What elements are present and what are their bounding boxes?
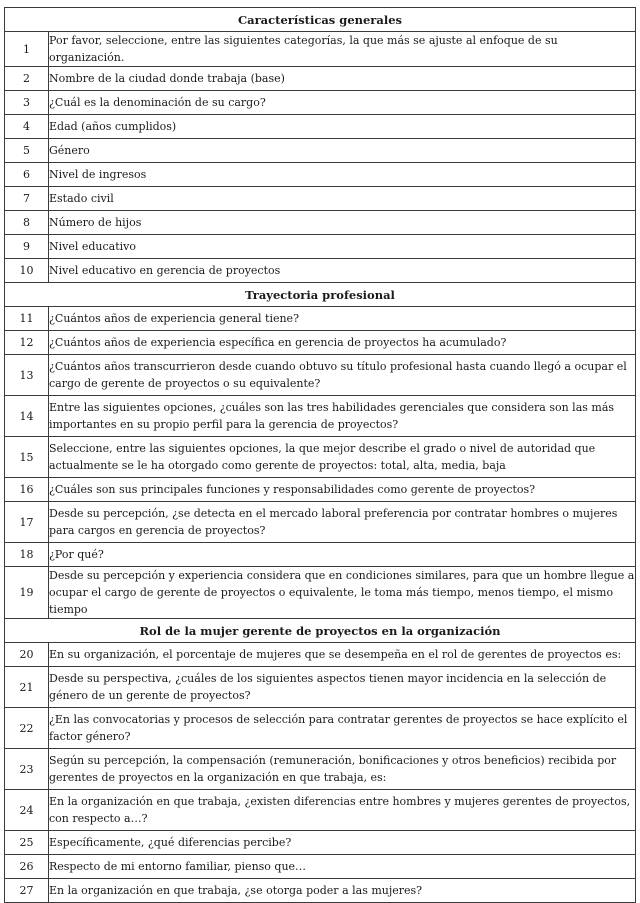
question-text: ¿Cuántos años transcurrieron desde cuando obtuvo su título profesional hasta cuando llegó a ocupar el cargo de gerente de proyectos o su equivalente? [49,355,636,396]
table-row [5,643,636,667]
question-text: Género [49,139,636,163]
question-number: 20 [5,643,49,667]
table-row [5,211,636,235]
question-text: ¿Cuál es la denominación de su cargo? [49,91,636,115]
question-number: 3 [5,91,49,115]
question-text: Desde su percepción y experiencia considera que en condiciones similares, para que un hombre llegue a ocupar el cargo de gerente de proyectos o equivalente, le toma más tiempo, menos tiempo, el mismo tiempo [49,567,636,619]
table-row [5,567,636,619]
question-number: 1 [5,32,49,67]
table-row [5,831,636,855]
question-text: ¿Cuántos años de experiencia específica en gerencia de proyectos ha acumulado? [49,331,636,355]
table-row [5,331,636,355]
table-row [5,187,636,211]
question-text: En la organización en que trabaja, ¿existen diferencias entre hombres y mujeres gerentes de proyectos, con respecto a…? [49,790,636,831]
question-number: 9 [5,235,49,259]
question-text: Desde su perspectiva, ¿cuáles de los siguientes aspectos tienen mayor incidencia en la selección de género de un gerente de proyectos? [49,667,636,708]
table-row [5,749,636,790]
table-row [5,91,636,115]
question-text: Nombre de la ciudad donde trabaja (base) [49,67,636,91]
table-row [5,355,636,396]
question-number: 2 [5,67,49,91]
table-row [5,67,636,91]
question-number: 19 [5,567,49,619]
question-number: 12 [5,331,49,355]
question-text: Por favor, seleccione, entre las siguientes categorías, la que más se ajuste al enfoque de su organización. [49,32,636,67]
table-row [5,163,636,187]
question-number: 13 [5,355,49,396]
question-text: Nivel educativo [49,235,636,259]
section-title: Trayectoria profesional [5,283,636,307]
question-text: ¿Por qué? [49,543,636,567]
question-number: 27 [5,879,49,903]
table-row [5,139,636,163]
table-row [5,32,636,67]
question-number: 11 [5,307,49,331]
question-number: 4 [5,115,49,139]
table-row [5,307,636,331]
question-text: Entre las siguientes opciones, ¿cuáles son las tres habilidades gerenciales que considera son las más importantes en su propio perfil para la gerencia de proyectos? [49,396,636,437]
table-row [5,855,636,879]
question-number: 18 [5,543,49,567]
question-number: 17 [5,502,49,543]
question-number: 15 [5,437,49,478]
section-header-row [5,8,636,32]
question-number: 10 [5,259,49,283]
table-row [5,478,636,502]
question-number: 14 [5,396,49,437]
table-row [5,790,636,831]
section-header-row [5,283,636,307]
table-body [5,8,636,903]
question-text: Específicamente, ¿qué diferencias percibe? [49,831,636,855]
table-row [5,259,636,283]
table-row [5,115,636,139]
question-text: Número de hijos [49,211,636,235]
question-number: 26 [5,855,49,879]
table-row [5,437,636,478]
survey-questions-table [4,7,636,903]
table-row [5,708,636,749]
table-row [5,543,636,567]
table-row [5,879,636,903]
question-text: ¿Cuántos años de experiencia general tiene? [49,307,636,331]
question-text: ¿En las convocatorias y procesos de selección para contratar gerentes de proyectos se hace explícito el factor género? [49,708,636,749]
question-text: Nivel educativo en gerencia de proyectos [49,259,636,283]
section-title: Rol de la mujer gerente de proyectos en la organización [5,619,636,643]
question-text: Edad (años cumplidos) [49,115,636,139]
question-text: Nivel de ingresos [49,163,636,187]
section-title: Características generales [5,8,636,32]
question-text: Estado civil [49,187,636,211]
question-text: Seleccione, entre las siguientes opciones, la que mejor describe el grado o nivel de autoridad que actualmente se le ha otorgado como gerente de proyectos: total, alta, media, baja [49,437,636,478]
question-text: ¿Cuáles son sus principales funciones y responsabilidades como gerente de proyectos? [49,478,636,502]
question-text: En la organización en que trabaja, ¿se otorga poder a las mujeres? [49,879,636,903]
question-text: En su organización, el porcentaje de mujeres que se desempeña en el rol de gerentes de proyectos es: [49,643,636,667]
question-text: Según su percepción, la compensación (remuneración, bonificaciones y otros beneficios) recibida por gerentes de proyectos en la organización en que trabaja, es: [49,749,636,790]
question-number: 24 [5,790,49,831]
question-number: 22 [5,708,49,749]
table-row [5,235,636,259]
table-row [5,502,636,543]
question-number: 6 [5,163,49,187]
question-number: 23 [5,749,49,790]
question-number: 25 [5,831,49,855]
question-number: 5 [5,139,49,163]
table-row [5,667,636,708]
section-header-row [5,619,636,643]
question-number: 8 [5,211,49,235]
question-number: 21 [5,667,49,708]
table-row [5,396,636,437]
question-text: Desde su percepción, ¿se detecta en el mercado laboral preferencia por contratar hombres o mujeres para cargos en gerencia de proyectos? [49,502,636,543]
question-number: 16 [5,478,49,502]
question-text: Respecto de mi entorno familiar, pienso que… [49,855,636,879]
question-number: 7 [5,187,49,211]
